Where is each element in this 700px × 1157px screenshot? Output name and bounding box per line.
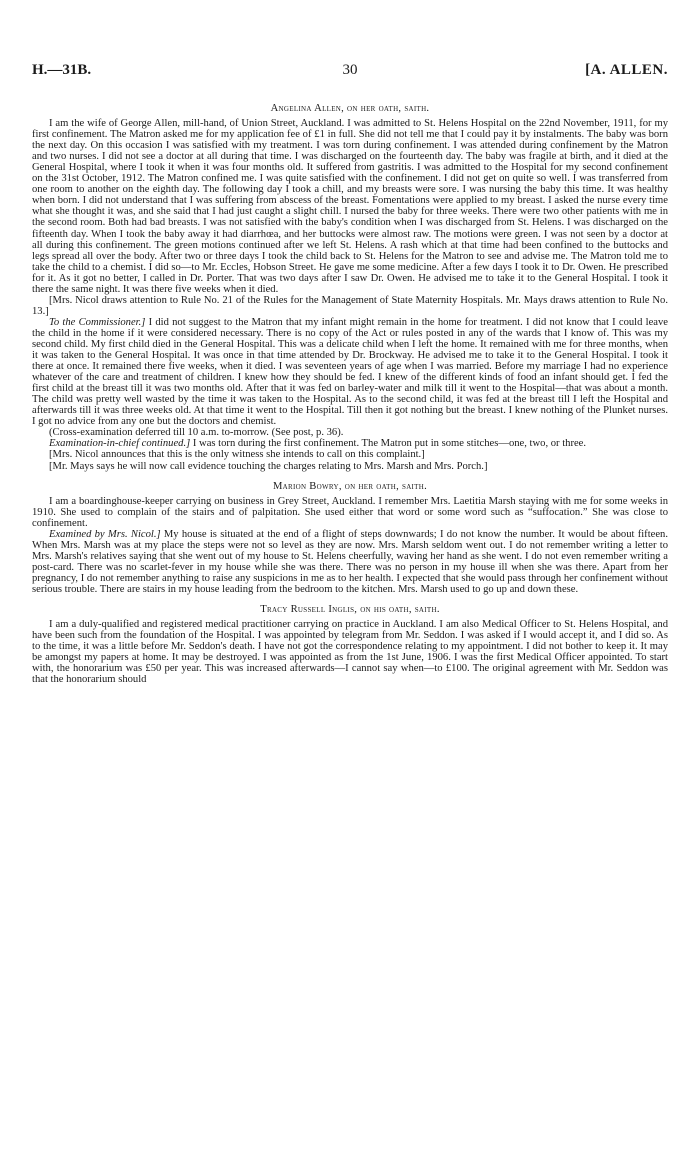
report-code: H.—31B. [32,62,92,78]
paragraph: [Mrs. Nicol draws attention to Rule No. 21 of the Rules for the Management of State Maternity Hospitals. Mr. Mays draws attention to Rule No. 13.] [32,294,668,317]
paragraph-prefix: Examined by Mrs. Nicol.] [49,528,161,540]
paragraph [32,438,668,449]
paragraph-text: I was torn during the first confinement. The Matron put in some stitches—one, two, or three. [192,438,587,450]
paragraph: [Mr. Mays says he will now call evidence touching the charges relating to Mrs. Marsh and Mrs. Porch.] [49,460,488,472]
paragraph-prefix: Examination-in-chief continued.] [49,438,191,450]
page-number: 30 [342,62,358,78]
paragraph: [Mrs. Nicol announces that this is the only witness she intends to call on this complaint.] [49,449,425,461]
paragraph-text: My house is situated at the end of a flight of steps downwards; I do not know the number. It would be about fifteen. When Mrs. Marsh was at my place the steps were not so level as they are now. Mrs. Marsh seldom went out. I do not remember writing a letter to Mrs. Marsh's relatives saying that she went out of my house to St. Helens cheerfully, waving her hand as she went. I do not even remember writing a post-card. There was no scarlet-fever in my house while she was there. There was no person in my house ill when she was there. Apart from her pregnancy, I do not remember anything to raise any suspicions in me as to her health. I expected that she would pass through her confinement without serious trouble. There are stairs in my house leading from the bedroom to the kitchen. Mrs. Marsh used to go up and down these. [32,528,669,595]
paragraph [32,529,668,595]
paragraph: I am the wife of George Allen, mill-hand, of Union Street, Auckland. I was admitted to St. Helens Hospital on the 22nd November, 1911, for my first confinement. The Matron asked me for my application fee of £1 in full. She did not tell me that I could pay it by instalments. The baby was born the next day. On this occasion I was satisfied with my treatment. I was torn during confinement. I was attended during confinement by the Matron and two nurses. I did not see a doctor at all during that time. I was discharged on the fourteenth day. The baby was fragile at birth, and it died at the General Hospital, where I took it when it was four months old. It suffered from gastritis. I was admitted to the Hospital for my second confinement on the 31st October, 1912. The Matron confined me. I was quite satisfied with the confinement. I did not get on quite so well. I was transferred from one room to another on the eighth day. The following day I took a chill, and my breasts were sore. I was nursing the baby this time. It was healthy when born. I did not understand that I was suffering from abscess of the breast. Fomentations were applied to my breast. I asked the nurse every time what she thought it was, and she said that I had just caught a slight chill. I nursed the baby for three weeks. There were two other patients with me in the second room. Both had bad breasts. I was not satisfied with the baby's condition when I was discharged from St. Helens. I was discharged on the fifteenth day. When I took the baby away it had diarrhœa, and her buttocks were almost raw. The motions were green. I was not seen by a doctor at all during this confinement. The green motions continued after we left St. Helens. A rash which at that time had been confined to the buttocks and legs spread all over the body. After two or three days I took the child back to St. Helens for the Matron to see and advise me. The Matron told me to take the child to a chemist. I did so—to Mr. Eccles, Hobson Street. He gave me some medicine. After a few days I took it to Dr. Owen. He prescribed for it. As it got no better, I called in Dr. Porter. That was two days after I saw Dr. Owen. He advised me to take it to the General Hospital. I took it there the same night. It was there five weeks when it died. [32,118,668,295]
paragraph [32,317,668,427]
paragraph-prefix: To the Commissioner.] [49,316,146,328]
paragraph-text: I did not suggest to the Matron that my infant might remain in the home for treatment. I did not know that I could leave the child in the home if it were considered necessary. There is no copy of the Act or rules posted in any of the wards that I know of. This was my second child. My first child died in the General Hospital. This was a delicate child when I left the home. It remained with me for three months, when it was taken to the General Hospital. It was once in that time attended by Dr. Brockway. He advised me to take it to the General Hospital. I took it there at once. It remained there five weeks, when it died. I was seventeen years of age when I was married. Before my marriage I had no experience whatever of the care and treatment of children. I knew how they should be fed. I knew of the different kinds of food an infant should get. I fed the first child at the breast till it was two months old. After that it was fed on barley-water and milk till it went to the Hospital—that was about a month. The child was pretty well wasted by the time it was taken to the Hospital. As to the second child, it was fed at the breast till I left the Hospital and afterwards till it was three weeks old. At that time it went to the Hospital. Till then it got nothing but the breast. I knew nothing of the Plunket nurses. I got no advice from any one but the doctors and chemist. [32,316,668,428]
witness-tag: [A. ALLEN. [585,62,668,78]
paragraph: (Cross-examination deferred till 10 a.m. to-morrow. (See post, p. 36). [49,427,344,439]
running-header [32,62,668,84]
document-body [32,101,668,685]
witness-heading-inglis: Tracy Russell Inglis, on his oath, saith. [260,604,440,616]
witness-heading-allen: Angelina Allen, on her oath, saith. [270,103,430,114]
witness-heading-bowry: Marion Bowry, on her oath, saith. [272,480,428,492]
paragraph: I am a boardinghouse-keeper carrying on business in Grey Street, Auckland. I remember Mrs. Laetitia Marsh staying with me for some weeks in 1910. She used to complain of the stairs and of palpitation. She used either that word or some word such as “suffocation.” She was close to confinement. [32,495,668,529]
paragraph: I am a duly-qualified and registered medical practitioner carrying on practice in Auckland. I am also Medical Officer to St. Helens Hospital, and have been such from the foundation of the Hospital. I was appointed by telegram from Mr. Seddon. I was asked if I would accept it, and I did so. As to the time, it was a little before Mr. Seddon's death. I have not got the correspondence relating to my appointment. I did not bother to keep it. It may be amongst my papers at home. It may be destroyed. I was appointed as from the 1st June, 1906. I was the first Medical Officer appointed. To start with, the honorarium was £50 per year. This was increased afterwards—I cannot say when—to £100. The original agreement with Mr. Seddon was that the honorarium should [32,619,668,686]
